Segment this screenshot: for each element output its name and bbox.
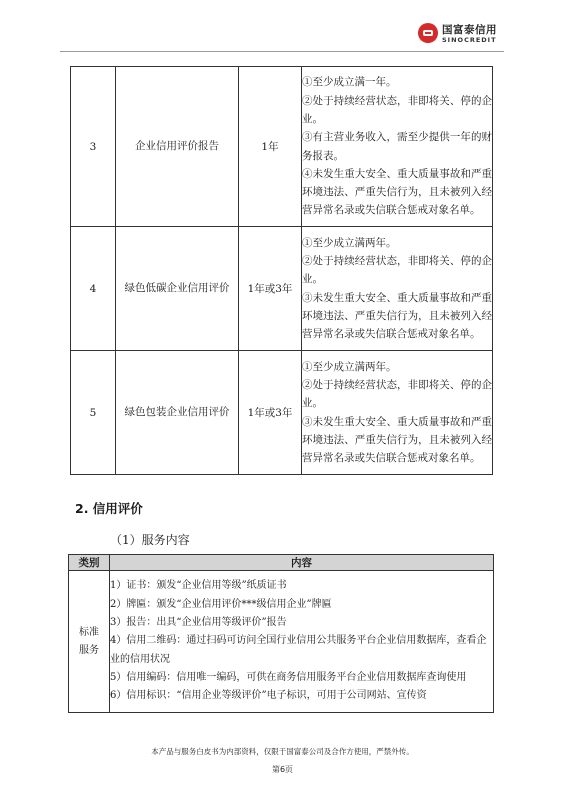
validity-period: 1年或3年	[239, 227, 302, 351]
row-number: 4	[71, 227, 116, 351]
requirement-item: ①至少成立满一年。	[302, 76, 397, 89]
requirement-item: ②处于持续经营状态，非即将关、停的企业。	[302, 254, 492, 286]
requirement-item: ②处于持续经营状态，非即将关、停的企业。	[302, 378, 492, 410]
requirement-item: ①至少成立满两年。	[302, 360, 397, 373]
logo-text-cn: 国富泰信用	[442, 24, 497, 36]
content-item: 4）信用二维码：通过扫码可访问全国行业信用公共服务平台企业信用数据库，查看企业的信用状况	[110, 635, 487, 665]
content-item: 2）牌匾：颁发“企业信用评价***级信用企业”牌匾	[110, 598, 332, 610]
validity-period: 1年或3年	[239, 351, 302, 475]
content-item: 5）信用编码：信用唯一编码，可供在商务信用服务平台企业信用数据库查询使用	[110, 671, 467, 683]
requirements-cell	[302, 351, 493, 475]
service-content-table	[68, 554, 494, 713]
content-cell	[110, 571, 494, 713]
requirement-item: ①至少成立满两年。	[302, 236, 397, 249]
product-name: 绿色低碳企业信用评价	[116, 227, 239, 351]
requirements-cell	[302, 67, 493, 227]
validity-period: 1年	[239, 67, 302, 227]
product-name: 绿色包装企业信用评价	[116, 351, 239, 475]
table-row	[71, 67, 493, 227]
table-row	[69, 571, 494, 713]
company-logo	[418, 20, 540, 50]
rating-requirements-table	[70, 66, 493, 475]
content-item: 1）证书：颁发“企业信用等级”纸质证书	[110, 580, 287, 592]
column-header-content: 内容	[110, 555, 494, 571]
section-title: 2. 信用评价	[75, 501, 143, 516]
table-header-row	[69, 555, 494, 571]
requirement-item: ③有主营业务收入，需至少提供一年的财务报表。	[302, 131, 492, 162]
requirement-item: ②处于持续经营状态，非即将关、停的企业。	[302, 94, 492, 125]
content-item: 3）报告：出具“企业信用等级评价”报告	[110, 617, 287, 629]
logo-icon	[418, 23, 438, 43]
table-row	[71, 351, 493, 475]
content-item: 6）信用标识：“信用企业等级评价”电子标识，可用于公司网站、宣传资	[110, 690, 427, 702]
logo-text-en: SINOCREDIT	[442, 36, 497, 44]
header-divider	[60, 51, 504, 52]
row-number: 5	[71, 351, 116, 475]
page-number: 第6页	[271, 765, 294, 774]
section-subtitle: （1）服务内容	[110, 533, 190, 547]
requirement-item: ③未发生重大安全、重大质量事故和严重环境违法、严重失信行为，且未被列入经营异常名录或失信联合惩戒对象名单。	[302, 291, 492, 341]
table-row	[71, 227, 493, 351]
product-name: 企业信用评价报告	[116, 67, 239, 227]
requirements-cell	[302, 227, 493, 351]
category-label: 标准服务	[79, 626, 99, 656]
row-number: 3	[71, 67, 116, 227]
requirement-item: ④未发生重大安全、重大质量事故和严重环境违法、严重失信行为，且未被列入经营异常名录或失信联合惩戒对象名单。	[302, 167, 492, 217]
category-cell	[69, 571, 110, 713]
column-header-category: 类别	[69, 555, 110, 571]
confidentiality-note: 本产品与服务白皮书为内部资料，仅限于国富泰公司及合作方使用，严禁外传。	[151, 747, 414, 756]
requirement-item: ③未发生重大安全、重大质量事故和严重环境违法、严重失信行为，且未被列入经营异常名录或失信联合惩戒对象名单。	[302, 415, 492, 465]
